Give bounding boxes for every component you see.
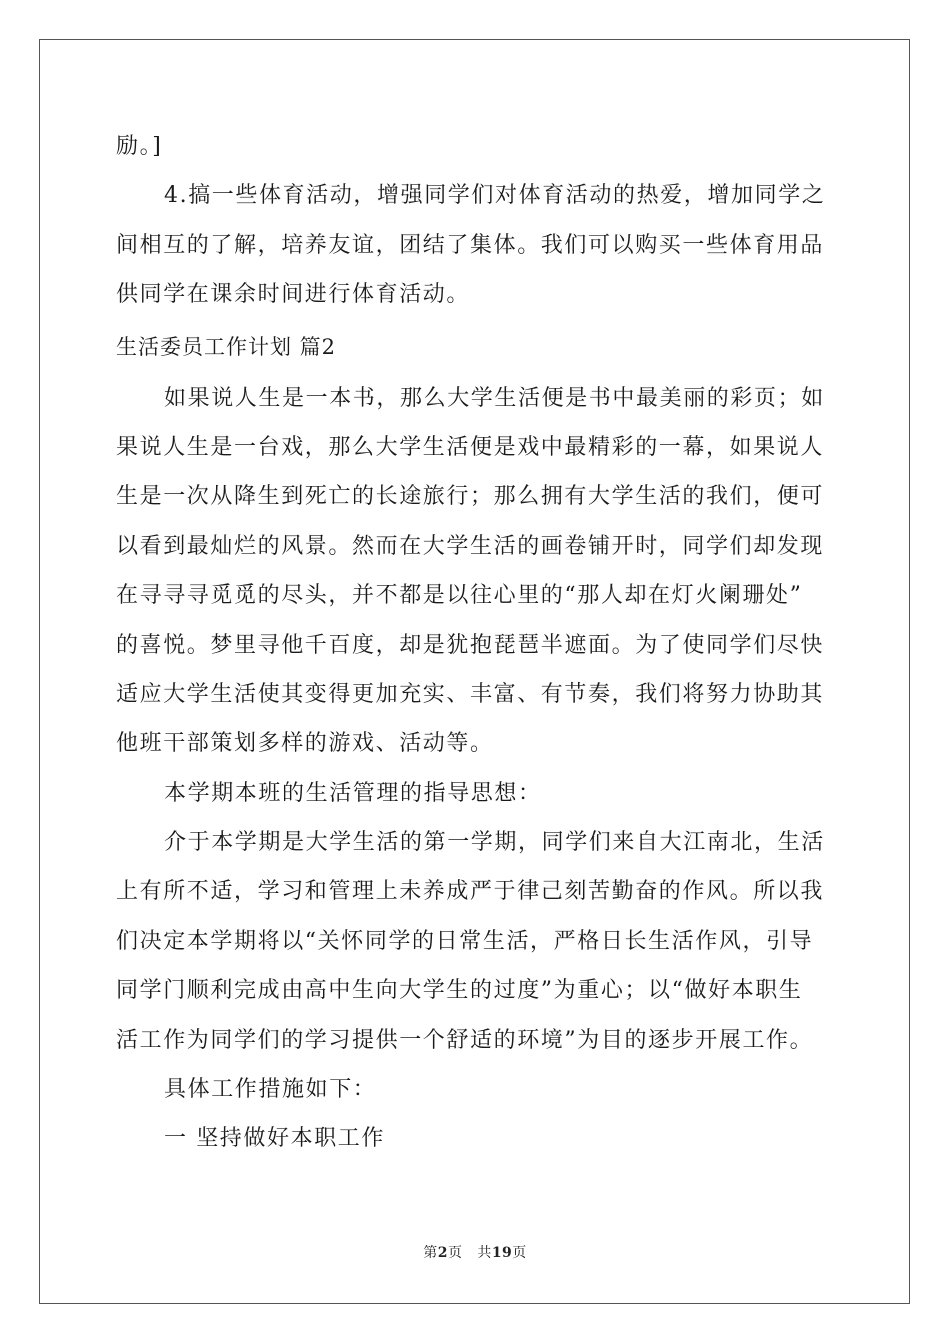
paragraph-line: 适应大学生活使其变得更加充实、丰富、有节奏，我们将努力协助其 bbox=[116, 681, 825, 707]
paragraph-line: 本学期本班的生活管理的指导思想： bbox=[164, 780, 542, 806]
footer-total-prefix: 共 bbox=[477, 1245, 492, 1261]
paragraph-line: 同学门顺利完成由高中生向大学生的过度”为重心；以“做好本职生 bbox=[116, 978, 803, 1004]
paragraph-line: 果说人生是一台戏，那么大学生活便是戏中最精彩的一幕，如果说人 bbox=[116, 434, 825, 460]
paragraph-line: 具体工作措施如下： bbox=[164, 1077, 377, 1103]
paragraph-line: 生是一次从降生到死亡的长途旅行；那么拥有大学生活的我们，便可 bbox=[116, 484, 825, 510]
paragraph-line: 4.搞一些体育活动，增强同学们对体育活动的热爱，增加同学之 bbox=[164, 183, 826, 209]
paragraph-line: 的喜悦。梦里寻他千百度，却是犹抱琵琶半遮面。为了使同学们尽快 bbox=[116, 632, 825, 658]
document-body bbox=[116, 122, 836, 1164]
paragraph-line: 活工作为同学们的学习提供一个舒适的环境”为目的逐步开展工作。 bbox=[116, 1027, 814, 1053]
footer-total-suffix: 页 bbox=[512, 1245, 527, 1261]
footer-page-number: 2 bbox=[437, 1245, 448, 1261]
paragraph-line: 如果说人生是一本书，那么大学生活便是书中最美丽的彩页；如 bbox=[164, 385, 825, 411]
paragraph-line: 以看到最灿烂的风景。然而在大学生活的画卷铺开时，同学们却发现 bbox=[116, 533, 825, 559]
paragraph-line: 他班干部策划多样的游戏、活动等。 bbox=[116, 731, 494, 757]
paragraph-line: 励。] bbox=[116, 134, 163, 159]
section-heading: 生活委员工作计划 篇2 bbox=[116, 334, 337, 359]
footer-total-pages: 19 bbox=[491, 1245, 513, 1261]
paragraph-line: 一 坚持做好本职工作 bbox=[164, 1126, 385, 1152]
paragraph-line: 上有所不适，学习和管理上未养成严于律己刻苦勤奋的作风。所以我 bbox=[116, 879, 825, 905]
paragraph-line: 们决定本学期将以“关怀同学的日常生活，严格日长生活作风，引导 bbox=[116, 928, 814, 954]
paragraph-line: 介于本学期是大学生活的第一学期，同学们来自大江南北，生活 bbox=[164, 830, 825, 856]
paragraph-line: 间相互的了解，培养友谊，团结了集体。我们可以购买一些体育用品 bbox=[116, 232, 825, 258]
paragraph-line: 在寻寻寻觅觅的尽头，并不都是以往心里的“那人却在灯火阑珊处” bbox=[116, 583, 803, 609]
footer-page-prefix: 第 bbox=[423, 1245, 438, 1261]
paragraph-line: 供同学在课余时间进行体育活动。 bbox=[116, 282, 471, 308]
footer-page-suffix: 页 bbox=[447, 1245, 463, 1261]
page-footer bbox=[0, 1242, 950, 1262]
